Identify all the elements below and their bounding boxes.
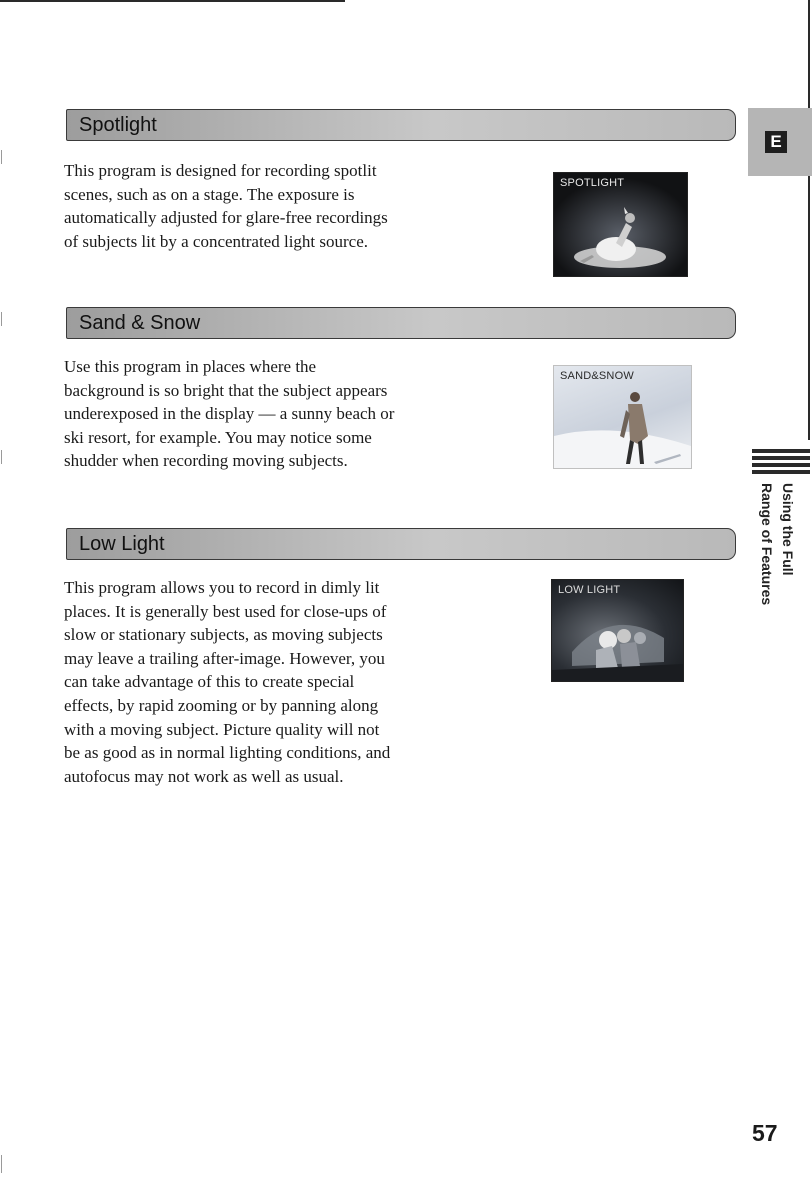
- language-tab: [748, 108, 812, 176]
- body-line: This program allows you to record in dimly lit: [64, 578, 380, 597]
- body-line: effects, by rapid zooming or by panning along: [64, 695, 379, 715]
- margin-mark: [1, 450, 2, 464]
- body-line: of subjects lit by a concentrated light source.: [64, 231, 369, 251]
- margin-mark: [1, 150, 2, 164]
- section-heading-low-light: [66, 528, 736, 560]
- section-body-spotlight: [64, 159, 388, 253]
- body-line: underexposed in the display — a sunny beach or: [64, 404, 395, 424]
- body-line: places. It is generally best used for close-ups of: [64, 601, 387, 621]
- section-heading-spotlight: [66, 109, 736, 141]
- chapter-marker-stripes: [752, 449, 810, 477]
- section-heading-text: Sand & Snow: [79, 312, 201, 334]
- section-heading-sand-snow: [66, 307, 736, 339]
- screen-label: SPOTLIGHT: [560, 177, 625, 189]
- body-line: with a moving subject. Picture quality will not: [64, 719, 380, 739]
- body-line: can take advantage of this to create special: [64, 672, 355, 692]
- top-rule: [0, 0, 345, 2]
- section-body-low-light: [64, 576, 390, 788]
- chapter-label-line: Using the Full: [780, 483, 796, 576]
- page-number: 57: [752, 1120, 778, 1146]
- screen-label: LOW LIGHT: [558, 584, 621, 596]
- body-line: scenes, such as on a stage. The exposure is: [64, 184, 355, 204]
- right-edge-rule: [808, 0, 810, 440]
- margin-mark: [1, 1155, 2, 1173]
- body-line: background is so bright that the subject appears: [64, 380, 388, 400]
- margin-mark: [1, 312, 2, 326]
- body-line: Use this program in places where the: [64, 357, 317, 376]
- language-tab-letter: E: [765, 131, 787, 153]
- screen-label: SAND&SNOW: [560, 370, 634, 382]
- body-line: be as good as in normal lighting conditions, and: [64, 743, 391, 763]
- chapter-label-line: Range of Features: [759, 483, 775, 606]
- body-line: autofocus may not work as well as usual.: [64, 766, 344, 786]
- body-line: This program is designed for recording spotlit: [64, 161, 377, 180]
- section-heading-text: Low Light: [79, 533, 165, 555]
- section-heading-text: Spotlight: [79, 114, 157, 136]
- body-line: shudder when recording moving subjects.: [64, 451, 348, 471]
- sand-snow-screen-image: [553, 365, 692, 469]
- body-line: slow or stationary subjects, as moving subjects: [64, 625, 383, 645]
- spotlight-screen-image: [553, 172, 688, 277]
- body-line: may leave a trailing after-image. However, you: [64, 648, 385, 668]
- section-body-sand-snow: [64, 355, 394, 473]
- low-light-screen-image: [551, 579, 684, 682]
- body-line: ski resort, for example. You may notice some: [64, 427, 372, 447]
- chapter-side-label: [752, 483, 798, 609]
- body-line: automatically adjusted for glare-free recordings: [64, 208, 388, 228]
